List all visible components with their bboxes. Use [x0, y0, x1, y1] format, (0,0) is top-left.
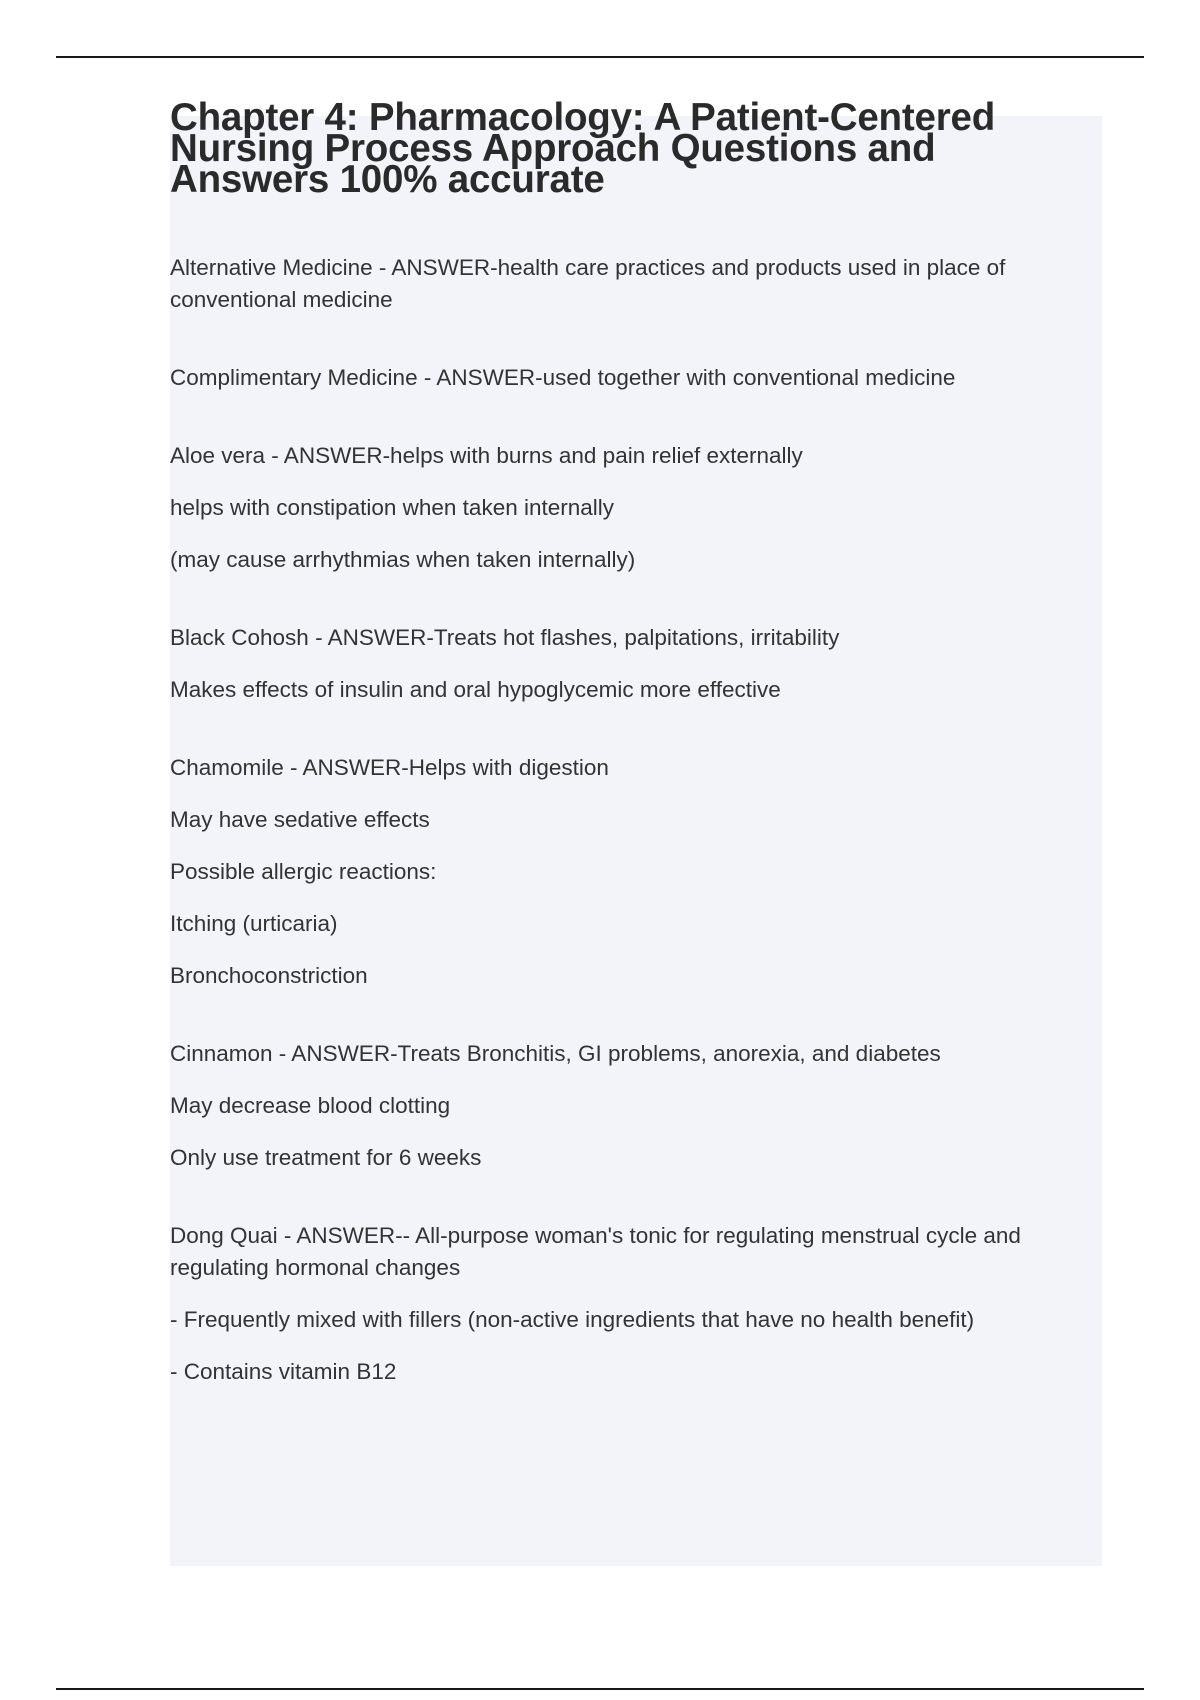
entry-line: Makes effects of insulin and oral hypoglycemic more effective — [170, 677, 781, 702]
entry-line: Black Cohosh - ANSWER-Treats hot flashes, palpitations, irritability — [170, 625, 840, 650]
entry-line: helps with constipation when taken internally — [170, 495, 615, 520]
footer-rule — [56, 1688, 1144, 1690]
entry-line: May decrease blood clotting — [170, 1093, 451, 1118]
entry-line: Cinnamon - ANSWER-Treats Bronchitis, GI problems, anorexia, and diabetes — [170, 1041, 941, 1066]
header-rule — [56, 56, 1144, 58]
entry-line: Itching (urticaria) — [170, 911, 338, 936]
entry-dong-quai — [170, 1220, 1090, 1388]
entry-alternative-medicine — [170, 252, 1090, 316]
document-title: Chapter 4: Pharmacology: A Patient-Centered Nursing Process Approach Questions and Answers 100% accurate — [170, 96, 996, 201]
entry-complimentary-medicine — [170, 362, 1090, 394]
entry-line: May have sedative effects — [170, 807, 430, 832]
entry-line: Aloe vera - ANSWER-helps with burns and pain relief externally — [170, 443, 803, 468]
entry-cinnamon — [170, 1038, 1090, 1174]
entry-line: - Frequently mixed with fillers (non-active ingredients that have no health benefit) — [170, 1307, 975, 1332]
entry-line: Dong Quai - ANSWER-- All-purpose woman's tonic for regulating menstrual cycle and regulating hormonal changes — [170, 1223, 1021, 1280]
entry-line: Possible allergic reactions: — [170, 859, 437, 884]
entry-line: Only use treatment for 6 weeks — [170, 1145, 482, 1170]
entry-line: Complimentary Medicine - ANSWER-used together with conventional medicine — [170, 365, 956, 390]
entry-black-cohosh — [170, 622, 1090, 706]
entry-line: - Contains vitamin B12 — [170, 1359, 397, 1384]
entry-list — [170, 252, 1090, 1434]
entry-line: Bronchoconstriction — [170, 963, 368, 988]
entry-chamomile — [170, 752, 1090, 992]
entry-line: (may cause arrhythmias when taken internally) — [170, 547, 636, 572]
entry-aloe-vera — [170, 440, 1090, 576]
entry-line: Chamomile - ANSWER-Helps with digestion — [170, 755, 609, 780]
entry-line: Alternative Medicine - ANSWER-health care practices and products used in place of conventional medicine — [170, 255, 1006, 312]
